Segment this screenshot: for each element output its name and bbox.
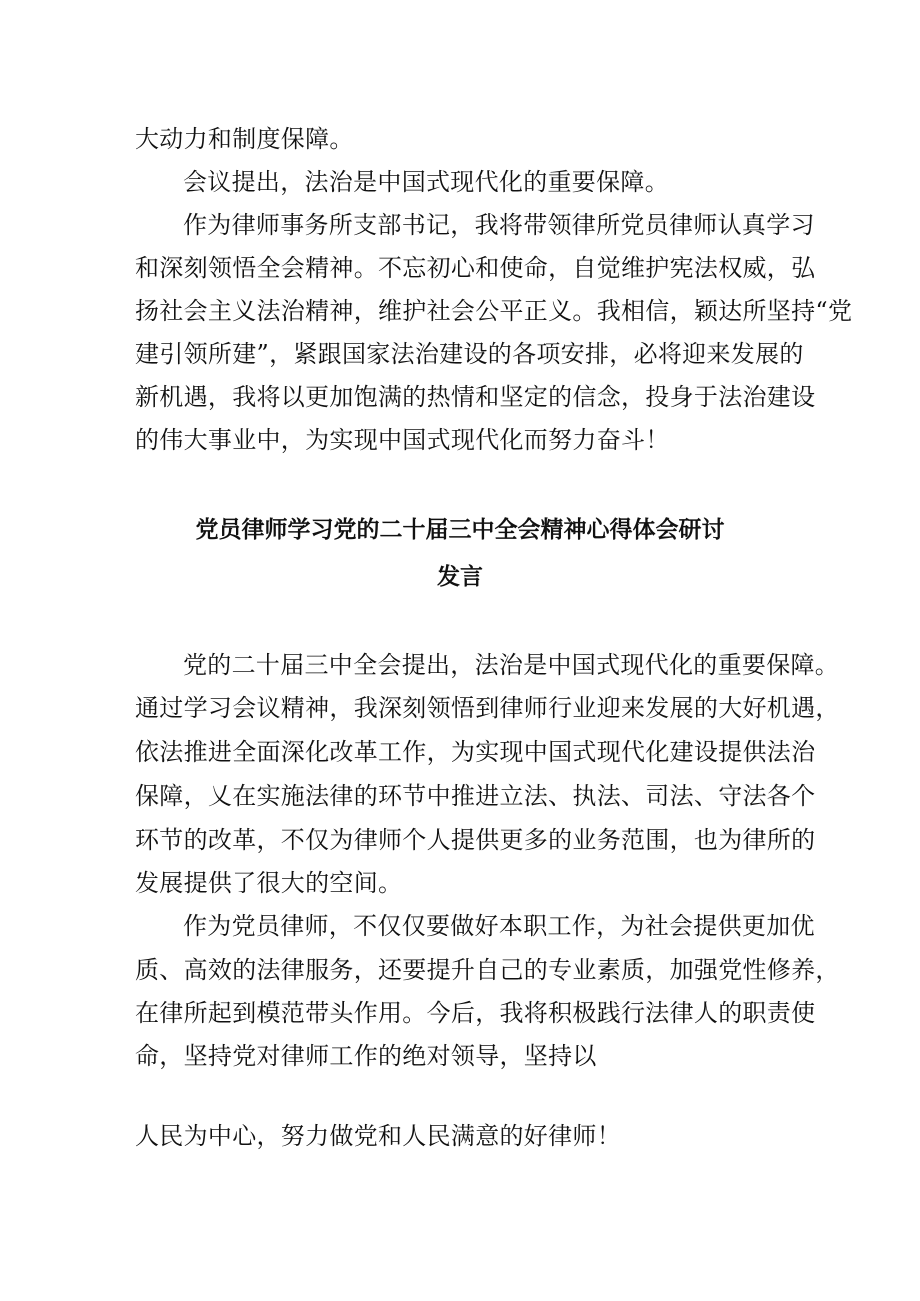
paragraph-line: 在律所起到模范带头作用。今后，我将积极践行法律人的职责使 [135, 999, 816, 1027]
paragraph-line: 党的二十届三中全会提出，法治是中国式现代化的重要保障。 [183, 651, 840, 679]
paragraph-line: 大动力和制度保障。 [135, 125, 354, 153]
paragraph-line: 人民为中心，努力做党和人民满意的好律师！ [135, 1122, 621, 1150]
paragraph-line: 的伟大事业中，为实现中国式现代化而努力奋斗！ [135, 426, 670, 454]
paragraph-line: 建引领所建”，紧跟国家法治建设的各项安排，必将迎来发展的 [135, 340, 804, 368]
paragraph-line: 保障，乂在实施法律的环节中推进立法、执法、司法、守法各个 [135, 782, 816, 810]
paragraph-line: 质、高效的法律服务，还要提升自己的专业素质，加强党性修养， [135, 956, 840, 984]
document-title: 党员律师学习党的二十届三中全会精神心得体会研讨 [195, 517, 725, 543]
paragraph-line: 通过学习会议精神，我深刻领悟到律师行业迎来发展的大好机遇， [135, 694, 840, 722]
paragraph-line: 扬社会主义法治精神，维护社会公平正义。我相信，颖达所坚持“党 [135, 297, 853, 325]
paragraph-line: 和深刻领悟全会精神。不忘初心和使命，自觉维护宪法权威，弘 [135, 254, 816, 282]
paragraph-line: 新机遇，我将以更加饱满的热情和坚定的信念，投身于法治建设 [135, 383, 816, 411]
paragraph-line: 会议提出，法治是中国式现代化的重要保障。 [183, 168, 669, 196]
paragraph-line: 作为律师事务所支部书记，我将带领律所党员律师认真学习 [183, 211, 815, 239]
paragraph-line: 发展提供了很大的空间。 [135, 869, 403, 897]
paragraph-line: 命，坚持党对律师工作的绝对领导，坚持以 [135, 1042, 597, 1070]
paragraph-line: 依法推进全面深化改革工作，为实现中国式现代化建设提供法治 [135, 738, 816, 766]
document-title-continued: 发言 [437, 564, 483, 590]
paragraph-line: 环节的改革，不仅为律师个人提供更多的业务范围，也为律所的 [135, 826, 816, 854]
paragraph-line: 作为党员律师，不仅仅要做好本职工作，为社会提供更加优 [183, 912, 815, 940]
